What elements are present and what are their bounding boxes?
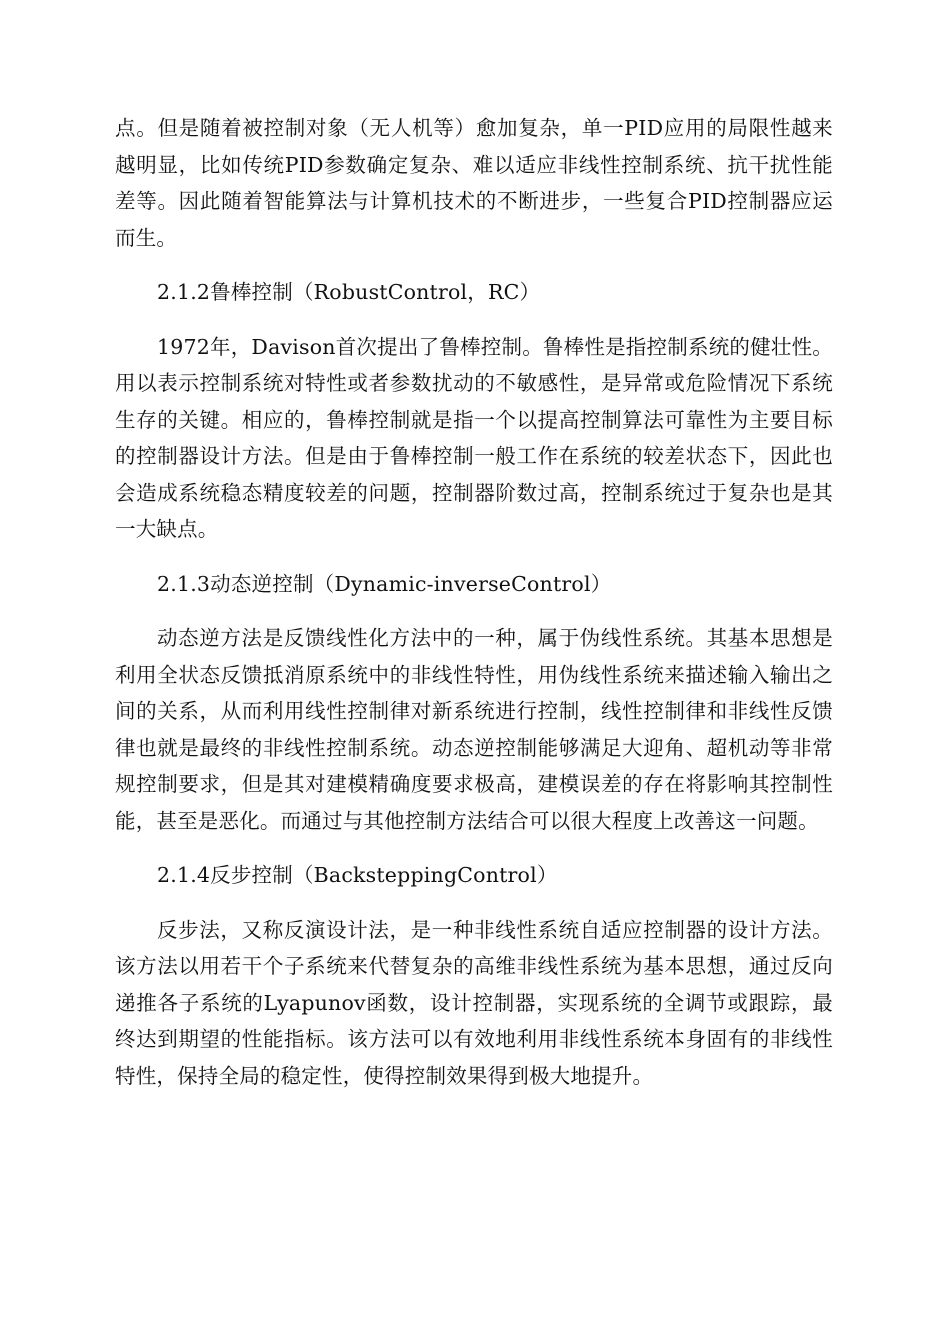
paragraph-backstepping-control: 反步法，又称反演设计法，是一种非线性系统自适应控制器的设计方法。该方法以用若干个子系统来代替复杂的高维非线性系统为基本思想，通过反向递推各子系统的Lyapunov函数，设计控制器，实现系统的全调节或跟踪，最终达到期望的性能指标。该方法可以有效地利用非线性系统本身固有的非线性特性，保持全局的稳定性，使得控制效果得到极大地提升。 [115,917,833,1088]
section-heading-backstepping-control: 2.1.4反步控制（BacksteppingControl） [157,863,558,887]
paragraph-pid-conclusion: 点。但是随着被控制对象（无人机等）愈加复杂，单一PID应用的局限性越来越明显，比如传统PID参数确定复杂、难以适应非线性控制系统、抗干扰性能差等。因此随着智能算法与计算机技术的不断进步，一些复合PID控制器应运而生。 [115,116,833,250]
section-heading-dynamic-inverse-control: 2.1.3动态逆控制（Dynamic-inverseControl） [157,571,612,596]
section-heading-robust-control: 2.1.2鲁棒控制（RobustControl，RC） [157,280,541,304]
paragraph-robust-control: 1972年，Davison首次提出了鲁棒控制。鲁棒性是指控制系统的健壮性。用以表示控制系统对特性或者参数扰动的不敏感性，是异常或危险情况下系统生存的关键。相应的，鲁棒控制就是指一个以提高控制算法可靠性为主要目标的控制器设计方法。但是由于鲁棒控制一般工作在系统的较差状态下，因此也会造成系统稳态精度较差的问题，控制器阶数过高，控制系统过于复杂也是其一大缺点。 [115,334,833,541]
document-page [115,110,833,1094]
paragraph-dynamic-inverse-control: 动态逆方法是反馈线性化方法中的一种，属于伪线性系统。其基本思想是利用全状态反馈抵消原系统中的非线性特性，用伪线性系统来描述输入输出之间的关系，从而利用线性控制律对新系统进行控制，线性控制律和非线性反馈律也就是最终的非线性控制系统。动态逆控制能够满足大迎角、超机动等非常规控制要求，但是其对建模精确度要求极高，建模误差的存在将影响其控制性能，甚至是恶化。而通过与其他控制方法结合可以很大程度上改善这一问题。 [115,626,833,833]
